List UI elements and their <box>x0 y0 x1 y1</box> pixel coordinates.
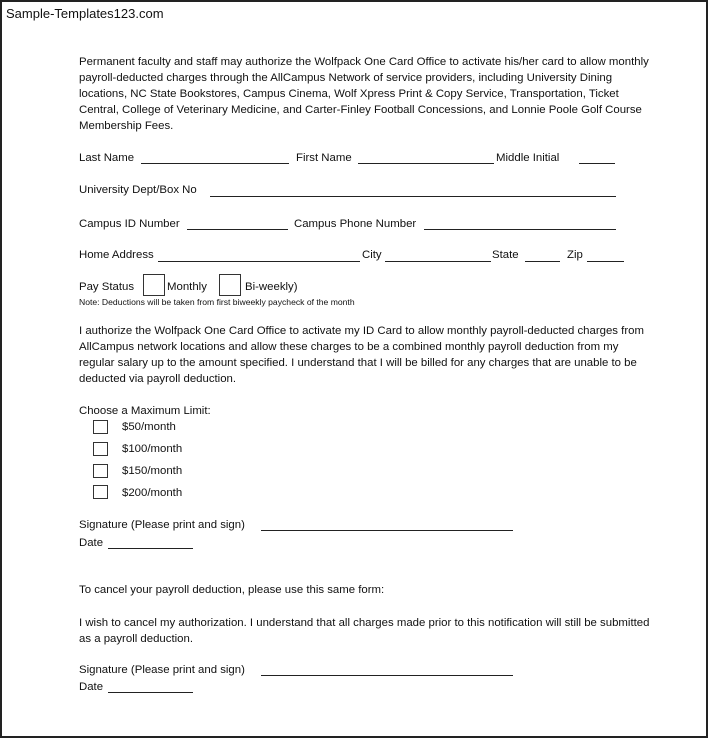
limit-150-checkbox[interactable] <box>93 464 108 478</box>
first-name-field[interactable] <box>358 163 494 164</box>
cancel-paragraph: I wish to cancel my authorization. I understand that all charges made prior to this notification will still be submitted as a payroll deduction. <box>79 617 650 645</box>
signature-label: Signature (Please print and sign) <box>79 519 245 531</box>
site-watermark-label: Sample-Templates123.com <box>6 6 164 21</box>
home-address-field[interactable] <box>158 261 360 262</box>
authorization-paragraph: I authorize the Wolfpack One Card Office to activate my ID Card to allow monthly payroll-deducted charges from AllCampus network locations and allow these charges to be a combined monthly payroll deduction from my regular salary up to the amount specified. I understand that I will be billed for any charges that are unable to be deducted via payroll deduction. <box>79 325 644 385</box>
last-name-label: Last Name <box>79 152 135 164</box>
dept-box-label: University Dept/Box No <box>79 184 197 196</box>
date-label: Date <box>79 537 104 549</box>
campus-id-label: Campus ID Number <box>79 218 180 230</box>
cancel-date-label: Date <box>79 681 104 693</box>
zip-field[interactable] <box>587 261 624 262</box>
date-field[interactable] <box>108 548 193 549</box>
campus-id-field[interactable] <box>187 229 288 230</box>
zip-label: Zip <box>567 249 583 261</box>
state-label: State <box>492 249 519 261</box>
limit-100-checkbox[interactable] <box>93 442 108 456</box>
limit-50-label: $50/month <box>122 421 176 433</box>
campus-phone-field[interactable] <box>424 229 616 230</box>
home-address-label: Home Address <box>79 249 154 261</box>
biweekly-label: Bi-weekly) <box>245 281 298 293</box>
middle-initial-field[interactable] <box>579 163 615 164</box>
city-field[interactable] <box>385 261 491 262</box>
pay-status-label: Pay Status <box>79 281 135 293</box>
signature-field[interactable] <box>261 530 513 531</box>
pay-status-note: Note: Deductions will be taken from first biweekly paycheck of the month <box>79 297 355 307</box>
dept-box-field[interactable] <box>210 196 616 197</box>
campus-phone-label: Campus Phone Number <box>294 218 417 230</box>
biweekly-checkbox[interactable] <box>219 274 241 296</box>
cancel-signature-label: Signature (Please print and sign) <box>79 664 245 676</box>
middle-initial-label: Middle Initial <box>496 152 560 164</box>
monthly-checkbox[interactable] <box>143 274 165 296</box>
cancel-signature-field[interactable] <box>261 675 513 676</box>
limit-50-checkbox[interactable] <box>93 420 108 434</box>
limit-150-label: $150/month <box>122 465 183 477</box>
limit-heading: Choose a Maximum Limit: <box>79 405 211 417</box>
first-name-label: First Name <box>296 152 352 164</box>
cancel-date-field[interactable] <box>108 692 193 693</box>
city-label: City <box>362 249 382 261</box>
last-name-field[interactable] <box>141 163 289 164</box>
state-field[interactable] <box>525 261 560 262</box>
limit-200-label: $200/month <box>122 487 183 499</box>
cancel-heading: To cancel your payroll deduction, please use this same form: <box>79 584 385 596</box>
limit-100-label: $100/month <box>122 443 183 455</box>
intro-paragraph: Permanent faculty and staff may authorize the Wolfpack One Card Office to activate his/her card to allow monthly payroll-deducted charges through the AllCampus Network of service providers, including University Dining locations, NC State Bookstores, Campus Cinema, Wolf Xpress Print & Copy Service, Transportation, Ticket Central, College of Veterinary Medicine, and Carter-Finley Football Concessions, and Lonnie Poole Golf Course Membership Fees. <box>79 56 649 132</box>
limit-200-checkbox[interactable] <box>93 485 108 499</box>
monthly-label: Monthly <box>167 281 207 293</box>
